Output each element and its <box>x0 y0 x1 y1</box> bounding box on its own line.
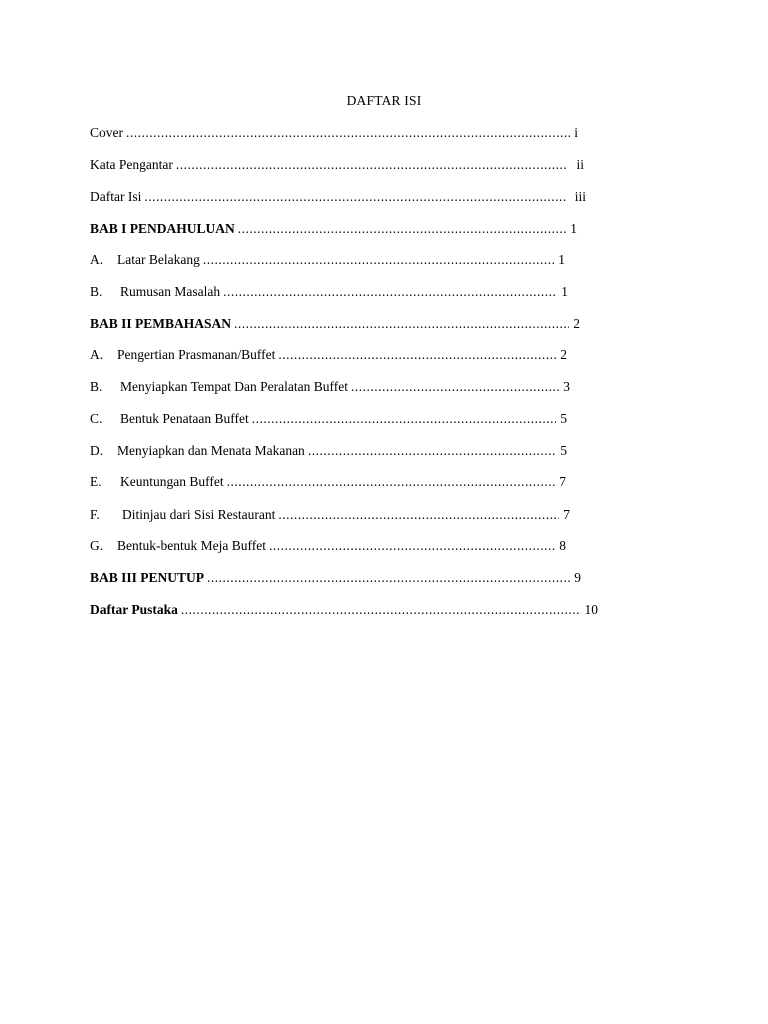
toc-entry-1b <box>90 283 568 301</box>
toc-page-number: 7 <box>559 474 566 489</box>
toc-entry-letter: A. <box>90 347 104 362</box>
toc-page-number: iii <box>574 189 586 204</box>
toc-entry-2e <box>90 473 566 491</box>
toc-page-number: i <box>574 125 578 140</box>
toc-entry-label: Bentuk Penataan Buffet <box>120 411 249 426</box>
toc-leader-dots <box>308 442 556 460</box>
toc-entry-2c <box>90 410 567 428</box>
toc-entry-2g <box>90 537 566 555</box>
toc-leader-dots <box>238 220 566 238</box>
toc-entry-letter: F. <box>90 507 100 522</box>
toc-page-number: 9 <box>574 570 581 585</box>
toc-entry-label: Pengertian Prasmanan/Buffet <box>117 347 276 362</box>
toc-leader-dots <box>223 283 557 301</box>
toc-page-number: 1 <box>570 221 577 236</box>
toc-entry-label: BAB II PEMBAHASAN <box>90 316 232 331</box>
toc-entry-label: Cover <box>90 125 123 140</box>
toc-leader-dots <box>176 156 569 174</box>
toc-leader-dots <box>181 601 581 619</box>
toc-entry-2b <box>90 378 570 396</box>
toc-entry-1a <box>90 251 565 269</box>
toc-entry-kata-pengantar <box>90 156 584 174</box>
toc-entry-bab-3 <box>90 569 581 587</box>
toc-page-number: 8 <box>559 538 566 553</box>
toc-leader-dots <box>252 410 557 428</box>
toc-page-number: 2 <box>560 347 567 362</box>
toc-leader-dots <box>278 506 559 524</box>
toc-entry-label: Latar Belakang <box>117 252 200 267</box>
page-title: DAFTAR ISI <box>346 93 422 108</box>
toc-entry-label: Rumusan Masalah <box>120 284 221 299</box>
toc-entry-label: Daftar Pustaka <box>90 602 178 617</box>
toc-entry-2d <box>90 442 567 460</box>
toc-entry-label: Menyiapkan Tempat Dan Peralatan Buffet <box>120 379 348 394</box>
toc-page-number: ii <box>576 157 584 172</box>
toc-leader-dots <box>207 569 570 587</box>
toc-entry-label: Bentuk-bentuk Meja Buffet <box>117 538 266 553</box>
toc-entry-2a <box>90 346 567 364</box>
toc-page-number: 1 <box>561 284 568 299</box>
toc-entry-label: Daftar Isi <box>90 189 142 204</box>
toc-leader-dots <box>278 346 556 364</box>
toc-entry-label: Kata Pengantar <box>90 157 173 172</box>
toc-page-number: 3 <box>563 379 570 394</box>
toc-entry-daftar-isi <box>90 188 586 206</box>
toc-entry-letter: B. <box>90 379 103 394</box>
toc-entry-letter: E. <box>90 474 102 489</box>
toc-page-number: 1 <box>558 252 565 267</box>
toc-page-number: 2 <box>573 316 580 331</box>
toc-entry-label: Menyiapkan dan Menata Makanan <box>117 443 305 458</box>
toc-entry-label: Keuntungan Buffet <box>120 474 224 489</box>
toc-entry-letter: B. <box>90 284 103 299</box>
toc-entry-bab-2 <box>90 315 580 333</box>
toc-entry-cover <box>90 124 578 142</box>
toc-entry-label: BAB I PENDAHULUAN <box>90 221 235 236</box>
toc-leader-dots <box>144 188 566 206</box>
toc-entry-daftar-pustaka <box>90 601 598 619</box>
toc-entry-bab-1 <box>90 220 577 238</box>
toc-page-number: 5 <box>560 443 567 458</box>
toc-leader-dots <box>269 537 555 555</box>
toc-entry-letter: D. <box>90 443 104 458</box>
toc-page-number: 7 <box>563 507 570 522</box>
toc-leader-dots <box>126 124 570 142</box>
toc-leader-dots <box>351 378 559 396</box>
toc-entry-label: BAB III PENUTUP <box>90 570 205 585</box>
toc-entry-2f <box>90 506 570 524</box>
toc-entry-letter: C. <box>90 411 103 426</box>
toc-page-number: 5 <box>560 411 567 426</box>
toc-entry-letter: A. <box>90 252 104 267</box>
toc-page-number: 10 <box>584 602 598 617</box>
toc-leader-dots <box>203 251 554 269</box>
toc-entry-letter: G. <box>90 538 104 553</box>
toc-leader-dots <box>227 473 556 491</box>
toc-entry-label: Ditinjau dari Sisi Restaurant <box>122 507 276 522</box>
toc-leader-dots <box>234 315 569 333</box>
